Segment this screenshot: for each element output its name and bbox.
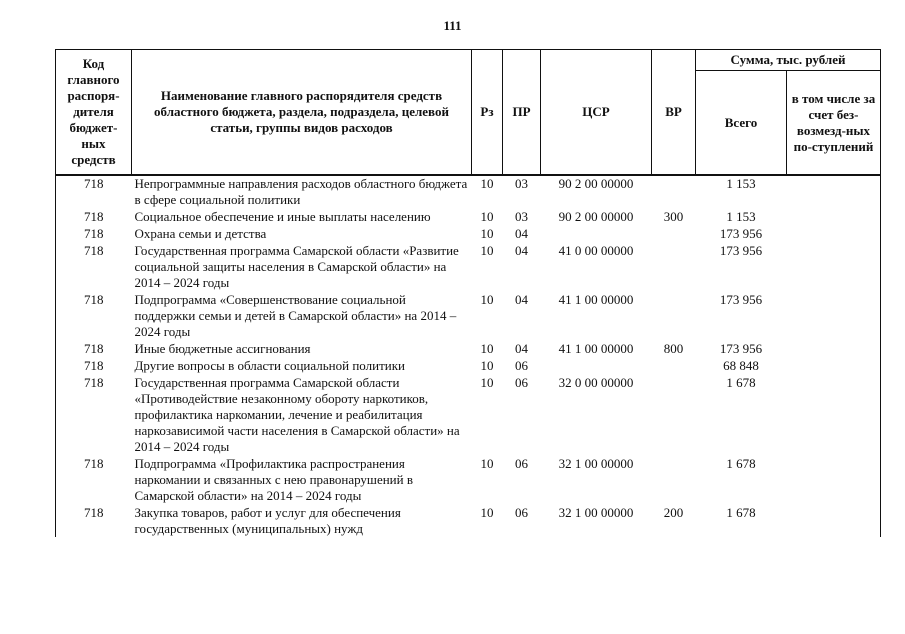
row-name: Закупка товаров, работ и услуг для обеспечения государственных (муниципальных) нужд xyxy=(134,505,401,536)
row-vr: 300 xyxy=(663,209,684,224)
row-csr: 41 1 00 00000 xyxy=(558,341,634,356)
row-code: 718 xyxy=(56,504,132,537)
page-number: 111 xyxy=(443,18,462,33)
row-name: Государственная программа Самарской области «Развитие социальной защиты населения в Самарской области» на 2014 – 2024 годы xyxy=(134,243,459,290)
table-row xyxy=(56,374,881,455)
row-csr: 32 0 00 00000 xyxy=(558,375,634,390)
row-pr: 06 xyxy=(515,375,528,390)
row-pr: 03 xyxy=(515,209,528,224)
row-code: 718 xyxy=(56,374,132,455)
header-csr: ЦСР xyxy=(541,50,652,176)
header-total: Всего xyxy=(696,71,787,176)
header-vr: ВР xyxy=(652,50,696,176)
row-code: 718 xyxy=(56,242,132,291)
row-rz: 10 xyxy=(480,209,494,224)
row-rz: 10 xyxy=(480,176,494,191)
table-row xyxy=(56,242,881,291)
table-row xyxy=(56,291,881,340)
row-pr: 04 xyxy=(515,243,528,258)
row-csr: 32 1 00 00000 xyxy=(558,505,634,520)
table-row xyxy=(56,357,881,374)
row-csr: 41 0 00 00000 xyxy=(558,243,634,258)
header-pr: ПР xyxy=(503,50,541,176)
row-pr: 04 xyxy=(515,341,528,356)
table-row xyxy=(56,175,881,208)
row-total: 173 956 xyxy=(719,243,763,258)
row-name: Непрограммные направления расходов областного бюджета в сфере социальной политики xyxy=(134,176,468,207)
row-rz: 10 xyxy=(480,456,494,471)
row-rz: 10 xyxy=(480,292,494,307)
header-row-top xyxy=(56,50,881,71)
row-rz: 10 xyxy=(480,358,494,373)
row-total: 1 678 xyxy=(726,375,756,390)
row-pr: 06 xyxy=(515,456,528,471)
row-csr xyxy=(541,225,652,242)
row-csr: 90 2 00 00000 xyxy=(558,176,634,191)
row-total: 1 678 xyxy=(726,505,756,520)
table-row xyxy=(56,504,881,537)
row-free-receipts xyxy=(787,291,881,340)
row-code: 718 xyxy=(56,225,132,242)
row-csr: 32 1 00 00000 xyxy=(558,456,634,471)
row-vr xyxy=(652,374,696,455)
row-free-receipts xyxy=(787,225,881,242)
row-code: 718 xyxy=(56,357,132,374)
row-total: 1 153 xyxy=(726,176,756,191)
table-row xyxy=(56,225,881,242)
row-code: 718 xyxy=(56,340,132,357)
row-vr xyxy=(652,291,696,340)
row-rz: 10 xyxy=(480,243,494,258)
row-code: 718 xyxy=(56,455,132,504)
row-vr xyxy=(652,242,696,291)
row-csr xyxy=(541,357,652,374)
row-code: 718 xyxy=(56,291,132,340)
row-total: 1 678 xyxy=(726,456,756,471)
table-row xyxy=(56,455,881,504)
row-name: Государственная программа Самарской области «Противодействие незаконному обороту наркотиков, профилактика наркомании, лечение и реабилитация наркозависимой части населения в Самарской области» на 2014 – 2024 годы xyxy=(134,375,460,454)
row-pr: 06 xyxy=(515,505,528,520)
row-free-receipts xyxy=(787,374,881,455)
row-total: 1 153 xyxy=(726,209,756,224)
row-total: 68 848 xyxy=(723,358,759,373)
row-name: Подпрограмма «Совершенствование социальной поддержки семьи и детей в Самарской области» на 2014 – 2024 годы xyxy=(134,292,457,339)
row-name: Социальное обеспечение и иные выплаты населению xyxy=(134,209,431,224)
row-free-receipts xyxy=(787,455,881,504)
table-row xyxy=(56,208,881,225)
row-free-receipts xyxy=(787,208,881,225)
header-code: Код главного распоря-дителя бюджет-ных средств xyxy=(56,50,132,176)
row-vr xyxy=(652,455,696,504)
row-pr: 03 xyxy=(515,176,528,191)
row-free-receipts xyxy=(787,340,881,357)
header-rz: Рз xyxy=(472,50,503,176)
row-name: Подпрограмма «Профилактика распространения наркомании и связанных с нею правонарушений в Самарской области» на 2014 – 2024 годы xyxy=(134,456,413,503)
row-rz: 10 xyxy=(480,375,494,390)
row-rz: 10 xyxy=(480,505,494,520)
header-sum-group: Сумма, тыс. рублей xyxy=(696,50,881,71)
header-name: Наименование главного распорядителя средств областного бюджета, раздела, подраздела, целевой статьи, группы видов расходов xyxy=(132,50,472,176)
row-code: 718 xyxy=(56,208,132,225)
row-free-receipts xyxy=(787,504,881,537)
header-free-receipts: в том числе за счет без-возмезд-ных по-ступлений xyxy=(787,71,881,176)
row-vr xyxy=(652,225,696,242)
row-vr: 800 xyxy=(663,341,684,356)
row-pr: 04 xyxy=(515,226,528,241)
row-total: 173 956 xyxy=(719,226,763,241)
table-body xyxy=(56,175,881,537)
row-free-receipts xyxy=(787,175,881,208)
row-code: 718 xyxy=(56,175,132,208)
row-pr: 04 xyxy=(515,292,528,307)
row-csr: 90 2 00 00000 xyxy=(558,209,634,224)
row-name: Другие вопросы в области социальной политики xyxy=(134,358,405,373)
row-name: Охрана семьи и детства xyxy=(134,226,267,241)
row-vr: 200 xyxy=(663,505,684,520)
row-rz: 10 xyxy=(480,341,494,356)
table-row xyxy=(56,340,881,357)
row-free-receipts xyxy=(787,242,881,291)
row-name: Иные бюджетные ассигнования xyxy=(134,341,311,356)
row-total: 173 956 xyxy=(719,341,763,356)
row-rz: 10 xyxy=(480,226,494,241)
row-free-receipts xyxy=(787,357,881,374)
budget-table xyxy=(55,49,881,537)
row-csr: 41 1 00 00000 xyxy=(558,292,634,307)
row-pr: 06 xyxy=(515,358,528,373)
row-total: 173 956 xyxy=(719,292,763,307)
row-vr xyxy=(652,175,696,208)
row-vr xyxy=(652,357,696,374)
